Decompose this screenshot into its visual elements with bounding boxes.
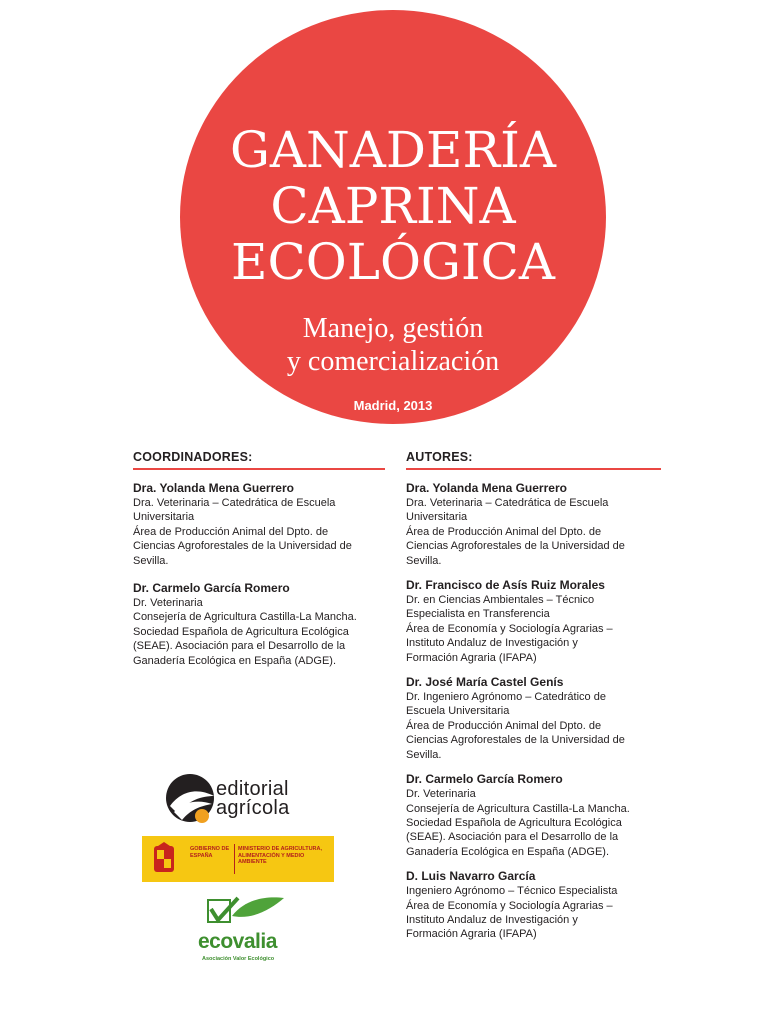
ecovalia-wordmark: ecovalia (198, 930, 277, 953)
person-line: Instituto Andaluz de Investigación y (406, 913, 578, 926)
authors-heading: AUTORES: (406, 450, 661, 470)
title-line: ECOLÓGICA (231, 233, 555, 291)
coordinator-entry (133, 581, 385, 668)
author-entry (406, 675, 661, 762)
person-line: Área de Producción Animal del Dpto. de (406, 525, 602, 538)
subtitle-line: y comercialización (286, 346, 500, 377)
authors-column (406, 450, 661, 942)
person-name: D. Luis Navarro García (406, 869, 536, 884)
person-line: Especialista en Transferencia (406, 608, 550, 621)
person-line: Área de Producción Animal del Dpto. de (133, 525, 329, 538)
person-line: Ciencias Agroforestales de la Universidad de (406, 540, 625, 553)
person-line: Ganadería Ecológica en España (ADGE). (406, 845, 610, 858)
place-year: Madrid, 2013 (353, 398, 433, 413)
person-line: Universitaria (133, 511, 195, 524)
author-entry (406, 481, 661, 568)
coat-of-arms-icon (152, 842, 176, 876)
person-line: Ciencias Agroforestales de la Universidad de (406, 734, 625, 747)
person-line: Ciencias Agroforestales de la Universidad de (133, 540, 352, 553)
person-line: Ingeniero Agrónomo – Técnico Especialista (406, 885, 618, 898)
person-line: Área de Economía y Sociología Agrarias – (406, 899, 613, 912)
title-line: CAPRINA (270, 177, 516, 235)
editorial-word: editorial (216, 778, 289, 800)
person-name: Dr. José María Castel Genís (406, 675, 564, 690)
title-line: GANADERÍA (229, 121, 556, 179)
person-name: Dr. Francisco de Asís Ruiz Morales (406, 578, 605, 593)
author-entry (406, 578, 661, 665)
person-line: Dra. Veterinaria – Catedrática de Escuela (406, 497, 609, 509)
coordinators-column (133, 450, 385, 668)
person-line: Área de Producción Animal del Dpto. de (406, 719, 602, 732)
person-line: Consejería de Agricultura Castilla-La Mancha. (133, 611, 357, 624)
person-line: Dr. Ingeniero Agrónomo – Catedrático de (406, 691, 606, 704)
person-line: Consejería de Agricultura Castilla-La Mancha. (406, 802, 630, 815)
editorial-wordmark (216, 780, 290, 818)
person-line: Instituto Andaluz de Investigación y (406, 637, 578, 650)
person-line: Dr. Veterinaria (406, 788, 476, 801)
person-line: Sevilla. (406, 554, 442, 567)
ministerio-text: MINISTERIO DE AGRICULTURA, ALIMENTACIÓN Y MEDIO AMBIENTE (238, 846, 323, 865)
leaf-check-icon (198, 894, 288, 934)
person-line: Sevilla. (406, 748, 442, 761)
person-line: Ganadería Ecológica en España (ADGE). (133, 654, 337, 667)
logo-separator (234, 844, 235, 874)
person-line: Sociedad Española de Agricultura Ecológica (406, 816, 622, 829)
person-line: (SEAE). Asociación para el Desarrollo de la (406, 831, 619, 844)
person-line: Sevilla. (133, 554, 169, 567)
author-entry (406, 772, 661, 859)
person-line: Sociedad Española de Agricultura Ecológica (133, 625, 349, 638)
person-line: (SEAE). Asociación para el Desarrollo de la (133, 640, 346, 653)
person-line: Dr. Veterinaria (133, 597, 203, 610)
coordinators-heading: COORDINADORES: (133, 450, 385, 470)
person-line: Escuela Universitaria (406, 705, 510, 718)
person-line: Formación Agraria (IFAPA) (406, 928, 537, 941)
subtitle-line: Manejo, gestión (302, 313, 484, 344)
book-subtitle (180, 312, 606, 378)
coordinator-entry (133, 481, 385, 568)
author-entry (406, 869, 661, 942)
person-line: Dra. Veterinaria – Catedrática de Escuela (133, 497, 336, 509)
editorial-agricola-logo (164, 770, 344, 830)
person-line: Área de Economía y Sociología Agrarias – (406, 622, 613, 635)
person-line: Formación Agraria (IFAPA) (406, 651, 537, 664)
ecovalia-tagline: Asociación Valor Ecológico (202, 956, 275, 962)
gobierno-text: GOBIERNO DE ESPAÑA (190, 846, 230, 859)
person-name: Dra. Yolanda Mena Guerrero (133, 481, 294, 495)
person-line: Dr. en Ciencias Ambientales – Técnico (406, 594, 595, 607)
ecovalia-logo (198, 894, 298, 966)
person-name: Dr. Carmelo García Romero (133, 581, 290, 596)
person-line: Universitaria (406, 511, 468, 524)
editorial-word: agrícola (216, 797, 290, 819)
person-name: Dra. Yolanda Mena Guerrero (406, 481, 567, 495)
ministerio-logo (142, 836, 334, 882)
book-title (180, 122, 606, 290)
person-name: Dr. Carmelo García Romero (406, 772, 563, 787)
editorial-emblem-icon (164, 770, 222, 826)
